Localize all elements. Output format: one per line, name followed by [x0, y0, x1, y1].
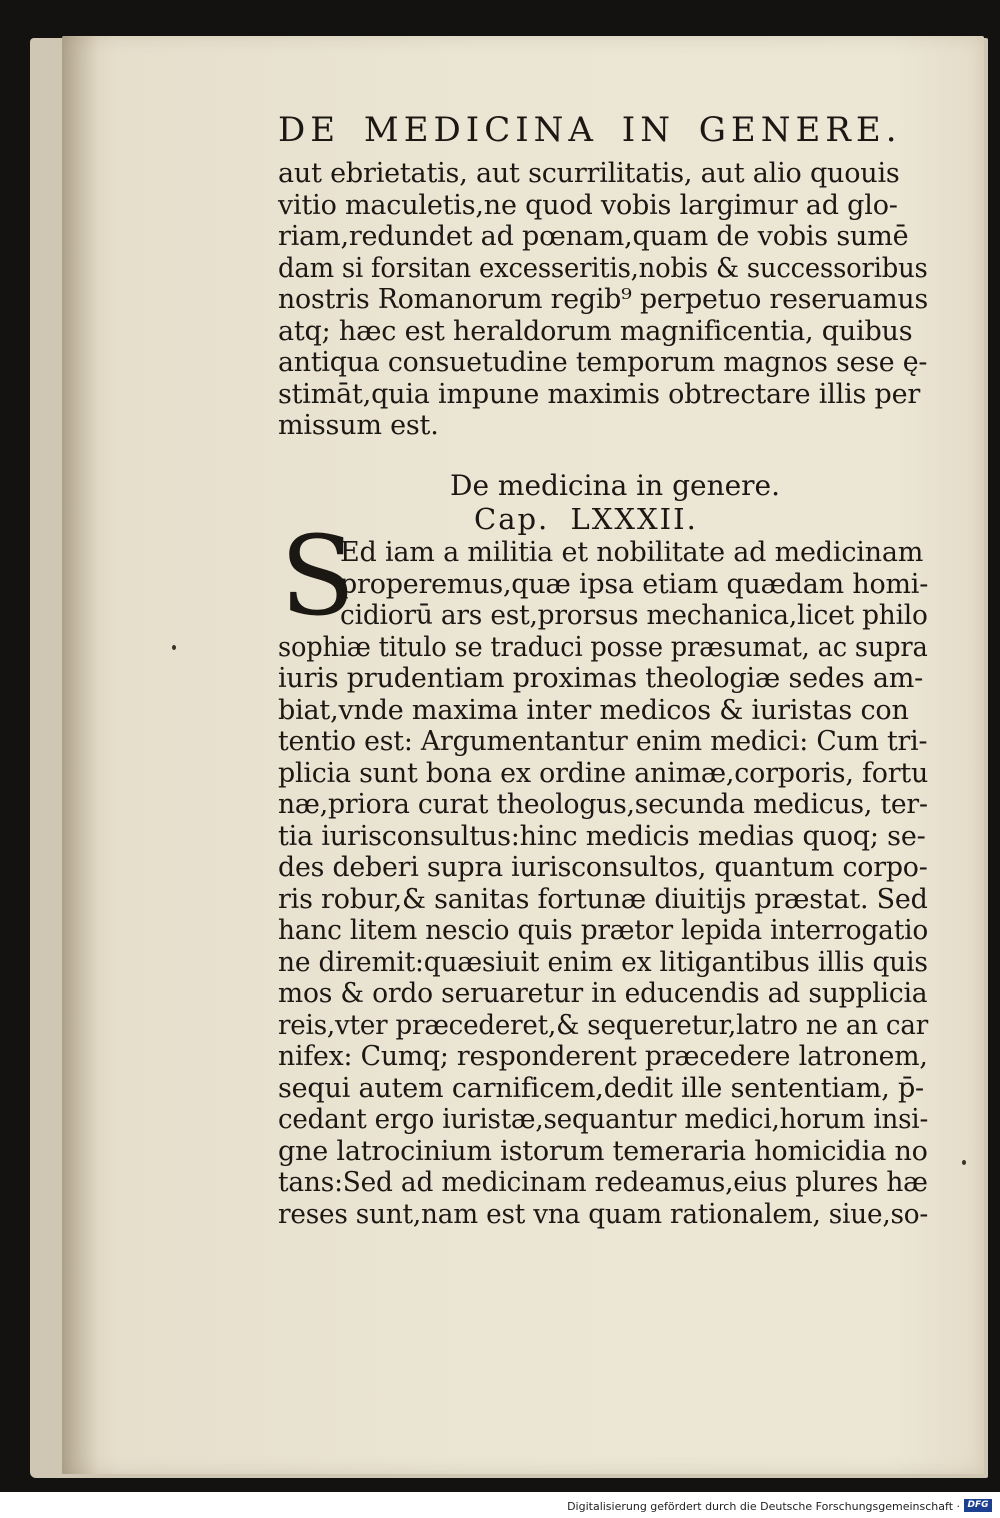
ink-speck [172, 645, 176, 650]
chapter-body [278, 537, 928, 1230]
text-line: plicia sunt bona ex ordine animæ,corporis, fortu [278, 757, 929, 789]
text-line: cidiorū ars est,prorsus mechanica,licet philo [340, 600, 928, 631]
text-line: Ed iam a militia et nobilitate ad medicinam [340, 537, 924, 568]
text-line: tans:Sed ad medicinam redeamus,eius plures hæ [278, 1167, 928, 1198]
text-line: antiqua consuetudine temporum magnos sese ę- [278, 347, 928, 378]
text-line: sequi autem carnificem,dedit ille sententiam, p̄- [278, 1072, 924, 1104]
text-line: iuris prudentiam proximas theologiæ sedes am- [278, 663, 924, 694]
text-line: atq; hæc est heraldorum magnificentia, quibus [278, 315, 913, 347]
drop-cap-initial: S [280, 512, 356, 640]
text-line: ris robur,& sanitas fortunæ diuitijs præstat. Sed [278, 883, 928, 915]
text-line: nostris Romanorum regib⁹ perpetuo reseruamus [278, 284, 929, 315]
text-line: hanc litem nescio quis prætor lepida interrogatio [278, 915, 929, 946]
text-line: nifex: Cumq; responderent præcedere latronem, [278, 1041, 928, 1072]
text-line: des deberi supra iurisconsultos, quantum corpo- [278, 852, 928, 883]
running-head: DE MEDICINA IN GENERE. [278, 110, 902, 150]
text-line: vitio maculetis,ne quod vobis largimur ad glo- [278, 189, 898, 221]
text-line: sophiæ titulo se traduci posse præsumat, ac supra [278, 631, 928, 663]
chapter-title: De medicina in genere. [450, 469, 781, 502]
text-line: reis,vter præcederet,& sequeretur,latro ne an car [278, 1009, 929, 1041]
text-line: cedant ergo iuristæ,sequantur medici,horum insi- [278, 1104, 929, 1135]
text-line: gne latrocinium istorum temeraria homicidia no [278, 1135, 928, 1167]
footer-credit: Digitalisierung gefördert durch die Deutsche Forschungsgemeinschaft · [567, 1500, 960, 1513]
text-line: properemus,quæ ipsa etiam quædam homi- [340, 568, 929, 600]
gutter-shadow [62, 36, 98, 1474]
text-line: tentio est: Argumentantur enim medici: Cum tri- [278, 726, 928, 757]
chapter-number: Cap. LXXXII. [474, 502, 698, 536]
text-line: dam si forsitan excesseritis,nobis & successoribus [278, 252, 928, 284]
top-text-block [278, 108, 928, 442]
ink-speck [962, 1160, 966, 1165]
text-line: tia iurisconsultus:hinc medicis medias quoq; se- [278, 820, 926, 852]
text-line: missum est. [278, 410, 439, 441]
text-line: biat,vnde maxima inter medicos & iuristas con [278, 694, 909, 726]
text-line: stimāt,quia impune maximis obtrectare illis per [278, 378, 921, 410]
text-line: reses sunt,nam est vna quam rationalem, siue,so- [278, 1198, 929, 1230]
text-line: aut ebrietatis, aut scurrilitatis, aut alio quouis [278, 158, 900, 189]
text-line: næ,priora curat theologus,secunda medicus, ter- [278, 789, 928, 820]
text-line: ne diremit:quæsiuit enim ex litigantibus illis quis [278, 946, 928, 978]
dfg-logo: DFG [964, 1499, 992, 1512]
text-line: riam,redundet ad pœnam,quam de vobis sumē [278, 221, 909, 252]
text-line: mos & ordo seruaretur in educendis ad supplicia [278, 978, 928, 1009]
